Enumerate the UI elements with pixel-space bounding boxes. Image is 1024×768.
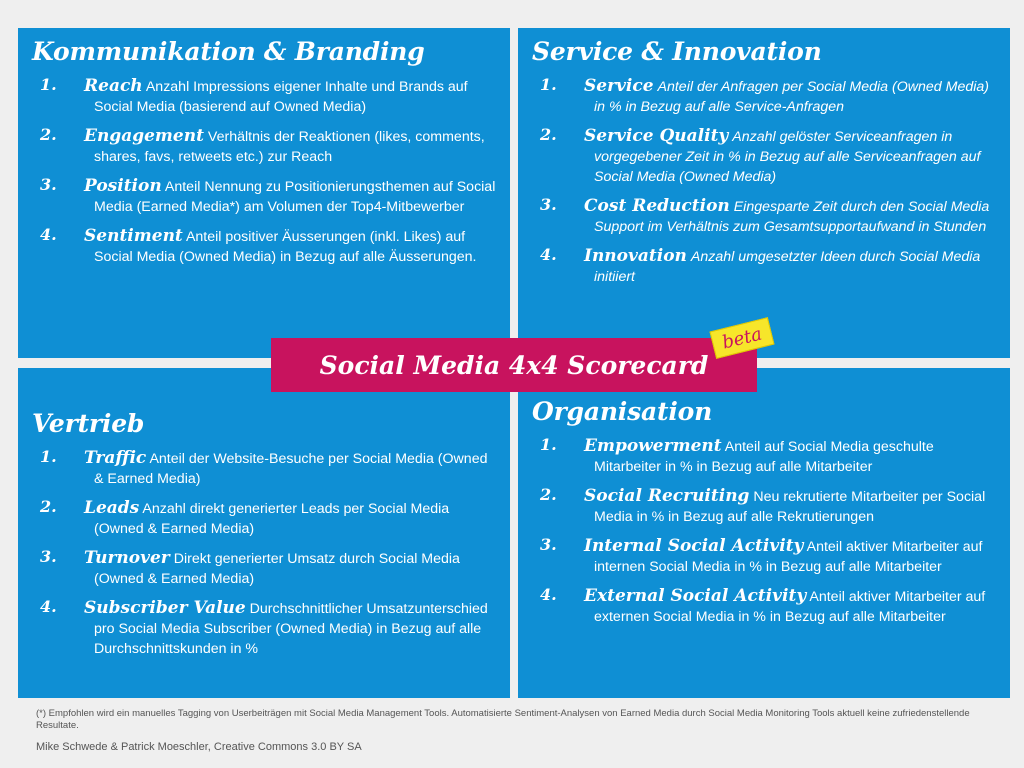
scorecard-title-banner [271,338,757,392]
kpi-number: 2. [40,125,57,144]
kpi-item [532,586,996,627]
kpi-item [32,498,496,539]
kpi-number: 1. [40,447,57,466]
kpi-item [32,76,496,117]
kpi-description: Neu rekrutierte Mitarbeiter per Social Media in % in Bezug auf alle Rekrutierungen [594,489,986,525]
footnote: (*) Empfohlen wird ein manuelles Tagging von Userbeiträgen mit Social Media Management Tools. Automatisierte Sentiment-Analysen von Earned Media durch Social Media Monitoring Tools aktuell keine zufriedenstellende Resultate. [36,708,970,731]
kpi-description: Anteil der Anfragen per Social Media (Owned Media) in % in Bezug auf alle Service-Anfragen [594,79,989,115]
kpi-description: Anzahl gelöster Serviceanfragen in vorgegebener Zeit in % in Bezug auf alle Serviceanfragen auf Social Media (Owned Media) [594,129,981,185]
kpi-term: Service Quality [584,126,729,146]
kpi-description: Anteil positiver Äusserungen (inkl. Likes) auf Social Media (Owned Media) in Bezug auf alle Äusserungen. [94,229,477,265]
kpi-item [532,436,996,477]
kpi-term: Service [584,76,654,96]
kpi-number: 4. [540,245,557,264]
kpi-term: Leads [84,498,140,518]
kpi-item [32,126,496,167]
credits: Mike Schwede & Patrick Moeschler, Creative Commons 3.0 BY SA [36,741,362,753]
kpi-description: Anzahl Impressions eigener Inhalte und Brands auf Social Media (basierend auf Owned Media) [94,79,468,115]
kpi-term: Traffic [84,448,147,468]
quadrant-organisation [518,368,1010,698]
scorecard-title: Social Media 4x4 Scorecard [319,350,709,380]
kpi-term: Social Recruiting [584,486,750,506]
kpi-item [32,548,496,589]
kpi-list [32,448,496,659]
kpi-term: Reach [84,76,143,96]
quadrant-vertrieb [18,368,510,698]
beta-badge: beta [710,317,775,359]
kpi-description: Anteil Nennung zu Positionierungsthemen auf Social Media (Earned Media*) am Volumen der Top4-Mitbewerber [94,179,496,215]
kpi-number: 1. [540,75,557,94]
kpi-description: Anteil der Website-Besuche per Social Media (Owned & Earned Media) [94,451,488,487]
quadrant-title: Vertrieb [32,409,145,438]
kpi-number: 4. [40,597,57,616]
quadrant-title: Kommunikation & Branding [32,37,425,66]
kpi-number: 3. [40,547,57,566]
kpi-term: External Social Activity [584,586,807,606]
kpi-description: Durchschnittlicher Umsatzunterschied pro Social Media Subscriber (Owned Media) in Bezug auf alle Durchschnittskunden in % [94,601,488,657]
kpi-term: Cost Reduction [584,196,730,216]
kpi-description: Anteil auf Social Media geschulte Mitarbeiter in % in Bezug auf alle Mitarbeiter [594,439,934,475]
kpi-description: Eingesparte Zeit durch den Social Media Support im Verhältnis zum Gesamtsupportaufwand in Stunden [594,199,990,235]
kpi-item [532,486,996,527]
kpi-list [532,436,996,627]
kpi-item [532,126,996,187]
kpi-item [532,246,996,287]
kpi-item [32,598,496,659]
kpi-number: 3. [540,535,557,554]
kpi-list [32,76,496,267]
kpi-number: 2. [540,125,557,144]
quadrant-kommunikation-branding [18,28,510,358]
kpi-term: Empowerment [584,436,722,456]
kpi-number: 4. [40,225,57,244]
kpi-term: Subscriber Value [84,598,246,618]
kpi-number: 2. [40,497,57,516]
kpi-description: Direkt generierter Umsatz durch Social Media (Owned & Earned Media) [94,551,460,587]
kpi-term: Position [84,176,162,196]
kpi-item [32,448,496,489]
kpi-number: 1. [40,75,57,94]
kpi-term: Engagement [84,126,204,146]
quadrant-service-innovation [518,28,1010,358]
kpi-number: 4. [540,585,557,604]
kpi-number: 3. [40,175,57,194]
kpi-description: Anzahl direkt generierter Leads per Social Media (Owned & Earned Media) [94,501,450,537]
kpi-number: 1. [540,435,557,454]
kpi-item [532,196,996,237]
kpi-term: Innovation [584,246,687,266]
kpi-number: 2. [540,485,557,504]
kpi-term: Turnover [84,548,170,568]
kpi-number: 3. [540,195,557,214]
kpi-item [532,76,996,117]
kpi-list [532,76,996,287]
kpi-item [532,536,996,577]
kpi-description: Verhältnis der Reaktionen (likes, comments, shares, favs, retweets etc.) zur Reach [94,129,485,165]
kpi-description: Anteil aktiver Mitarbeiter auf internen Social Media in % in Bezug auf alle Mitarbeiter [594,539,983,575]
kpi-item [32,226,496,267]
kpi-description: Anzahl umgesetzter Ideen durch Social Media initiiert [594,249,981,285]
kpi-description: Anteil aktiver Mitarbeiter auf externen Social Media in % in Bezug auf alle Mitarbeiter [594,589,986,625]
kpi-item [32,176,496,217]
quadrant-title: Organisation [532,397,713,426]
kpi-term: Internal Social Activity [584,536,804,556]
quadrant-title: Service & Innovation [532,37,822,66]
kpi-term: Sentiment [84,226,183,246]
